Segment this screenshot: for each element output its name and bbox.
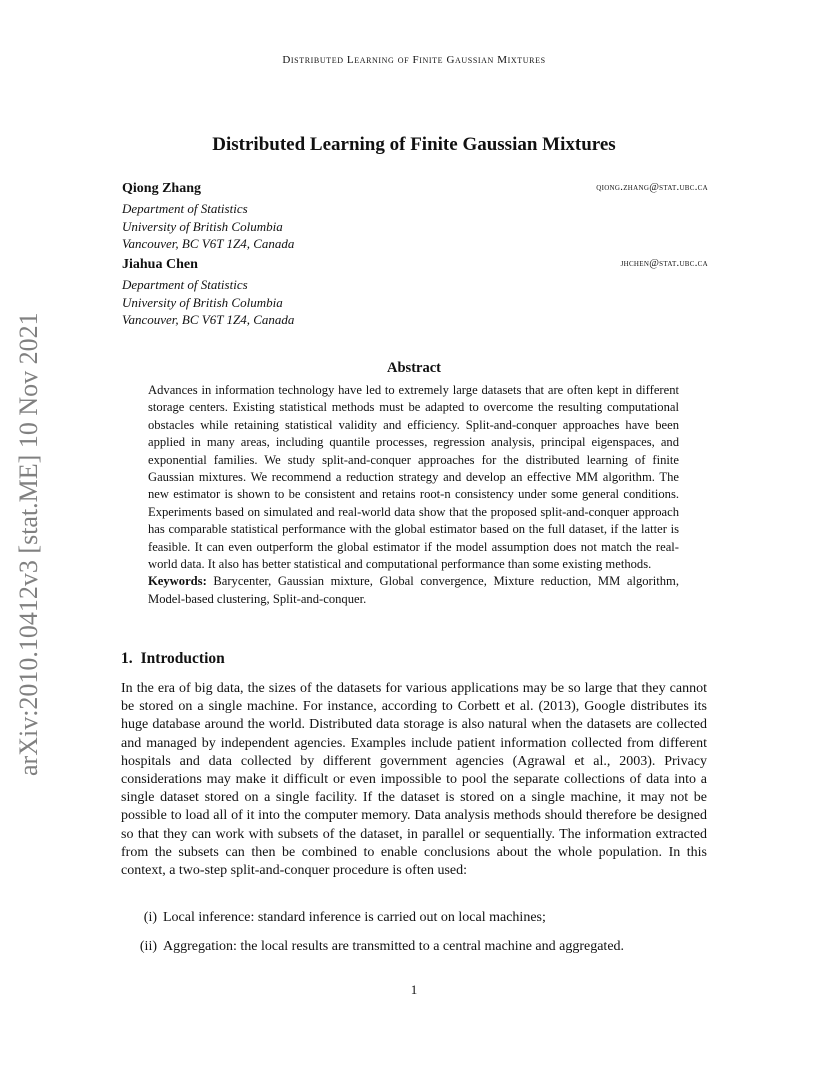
paper-title: Distributed Learning of Finite Gaussian Mixtures xyxy=(212,134,616,155)
keywords-label: Keywords: xyxy=(148,574,207,589)
keywords-line xyxy=(148,573,679,608)
author-department: Department of Statistics xyxy=(122,201,248,216)
page-number: 1 xyxy=(410,982,418,997)
author-university: University of British Columbia xyxy=(122,294,283,310)
author-address: Vancouver, BC V6T 1Z4, Canada xyxy=(122,312,295,327)
abstract-text: Advances in information technology have led to extremely large datasets that are often kept in different storage centers. Existing statistical methods must be adapted to overcome the resulting computational obstacles while retaining statistical validity and efficiency. Split-and-conquer approaches have been applied in many areas, including quantile processes, regression analysis, principal eigenspaces, and exponential families. We study split-and-conquer approaches for the distributed learning of finite Gaussian mixtures. We recommend a reduction strategy and develop an effective MM algorithm. The new estimator is shown to be consistent and retains root-n consistency under some general conditions. Experiments based on simulated and real-world data show that the proposed split-and-conquer approach has comparable statistical performance with the global estimator based on the full dataset, if the latter is feasible. It can even outperform the global estimator if the model assumption does not match the real-world data. It also has better statistical and computational performance than some existing methods. xyxy=(148,383,679,572)
author-email[interactable]: jhchen@stat.ubc.ca xyxy=(620,258,708,269)
author-name: Jiahua Chen xyxy=(122,257,198,272)
abstract-heading: Abstract xyxy=(387,360,441,376)
author-email[interactable]: qiong.zhang@stat.ubc.ca xyxy=(596,182,708,193)
list-item xyxy=(121,938,707,956)
abstract-body xyxy=(148,382,679,608)
author-block-2 xyxy=(122,257,708,329)
list-item xyxy=(121,909,707,927)
author-address: Vancouver, BC V6T 1Z4, Canada xyxy=(122,236,295,251)
list-item-text: Aggregation: the local results are transmitted to a central machine and aggregated. xyxy=(163,939,625,954)
keywords-text: Barycenter, Gaussian mixture, Global convergence, Mixture reduction, MM algorithm, Model-based clustering, Split-and-conquer. xyxy=(148,574,679,606)
arxiv-stamp[interactable]: arXiv:2010.10412v3 [stat.ME] 10 Nov 2021 xyxy=(14,312,43,776)
author-name: Qiong Zhang xyxy=(122,181,201,196)
section-number: 1. xyxy=(121,650,133,667)
list-marker: (i) xyxy=(143,910,157,925)
section-heading xyxy=(121,650,233,668)
intro-paragraph xyxy=(121,680,707,880)
list-marker: (ii) xyxy=(139,939,157,954)
author-block-1 xyxy=(122,181,708,253)
author-department: Department of Statistics xyxy=(122,277,248,292)
list-item-text: Local inference: standard inference is carried out on local machines; xyxy=(163,910,546,925)
author-university: University of British Columbia xyxy=(122,218,283,234)
intro-paragraph-text: In the era of big data, the sizes of the datasets for various applications may be so large that they cannot be stored on a single machine. For instance, according to Corbett et al. (2013), Google distributes its huge database around the world. Distributed data storage is also natural when the datasets are collected and managed by independent agencies. Examples include patient information collected from different hospitals and data collected by different government agencies (Agrawal et al., 2003). Privacy considerations may make it difficult or even impossible to pool the separate collections of data into a single dataset stored on a single facility. If the dataset is stored on a single machine, it may not be possible to load all of it into the computer memory. Data analysis methods should therefore be designed so that they can work with subsets of the dataset, in parallel or sequentially. The information extracted from the subsets can then be combined to enable conclusions about the whole population. In this context, a two-step split-and-conquer procedure is often used: xyxy=(121,681,707,879)
section-title: Introduction xyxy=(140,650,225,667)
running-header: Distributed Learning of Finite Gaussian Mixtures xyxy=(282,54,546,66)
